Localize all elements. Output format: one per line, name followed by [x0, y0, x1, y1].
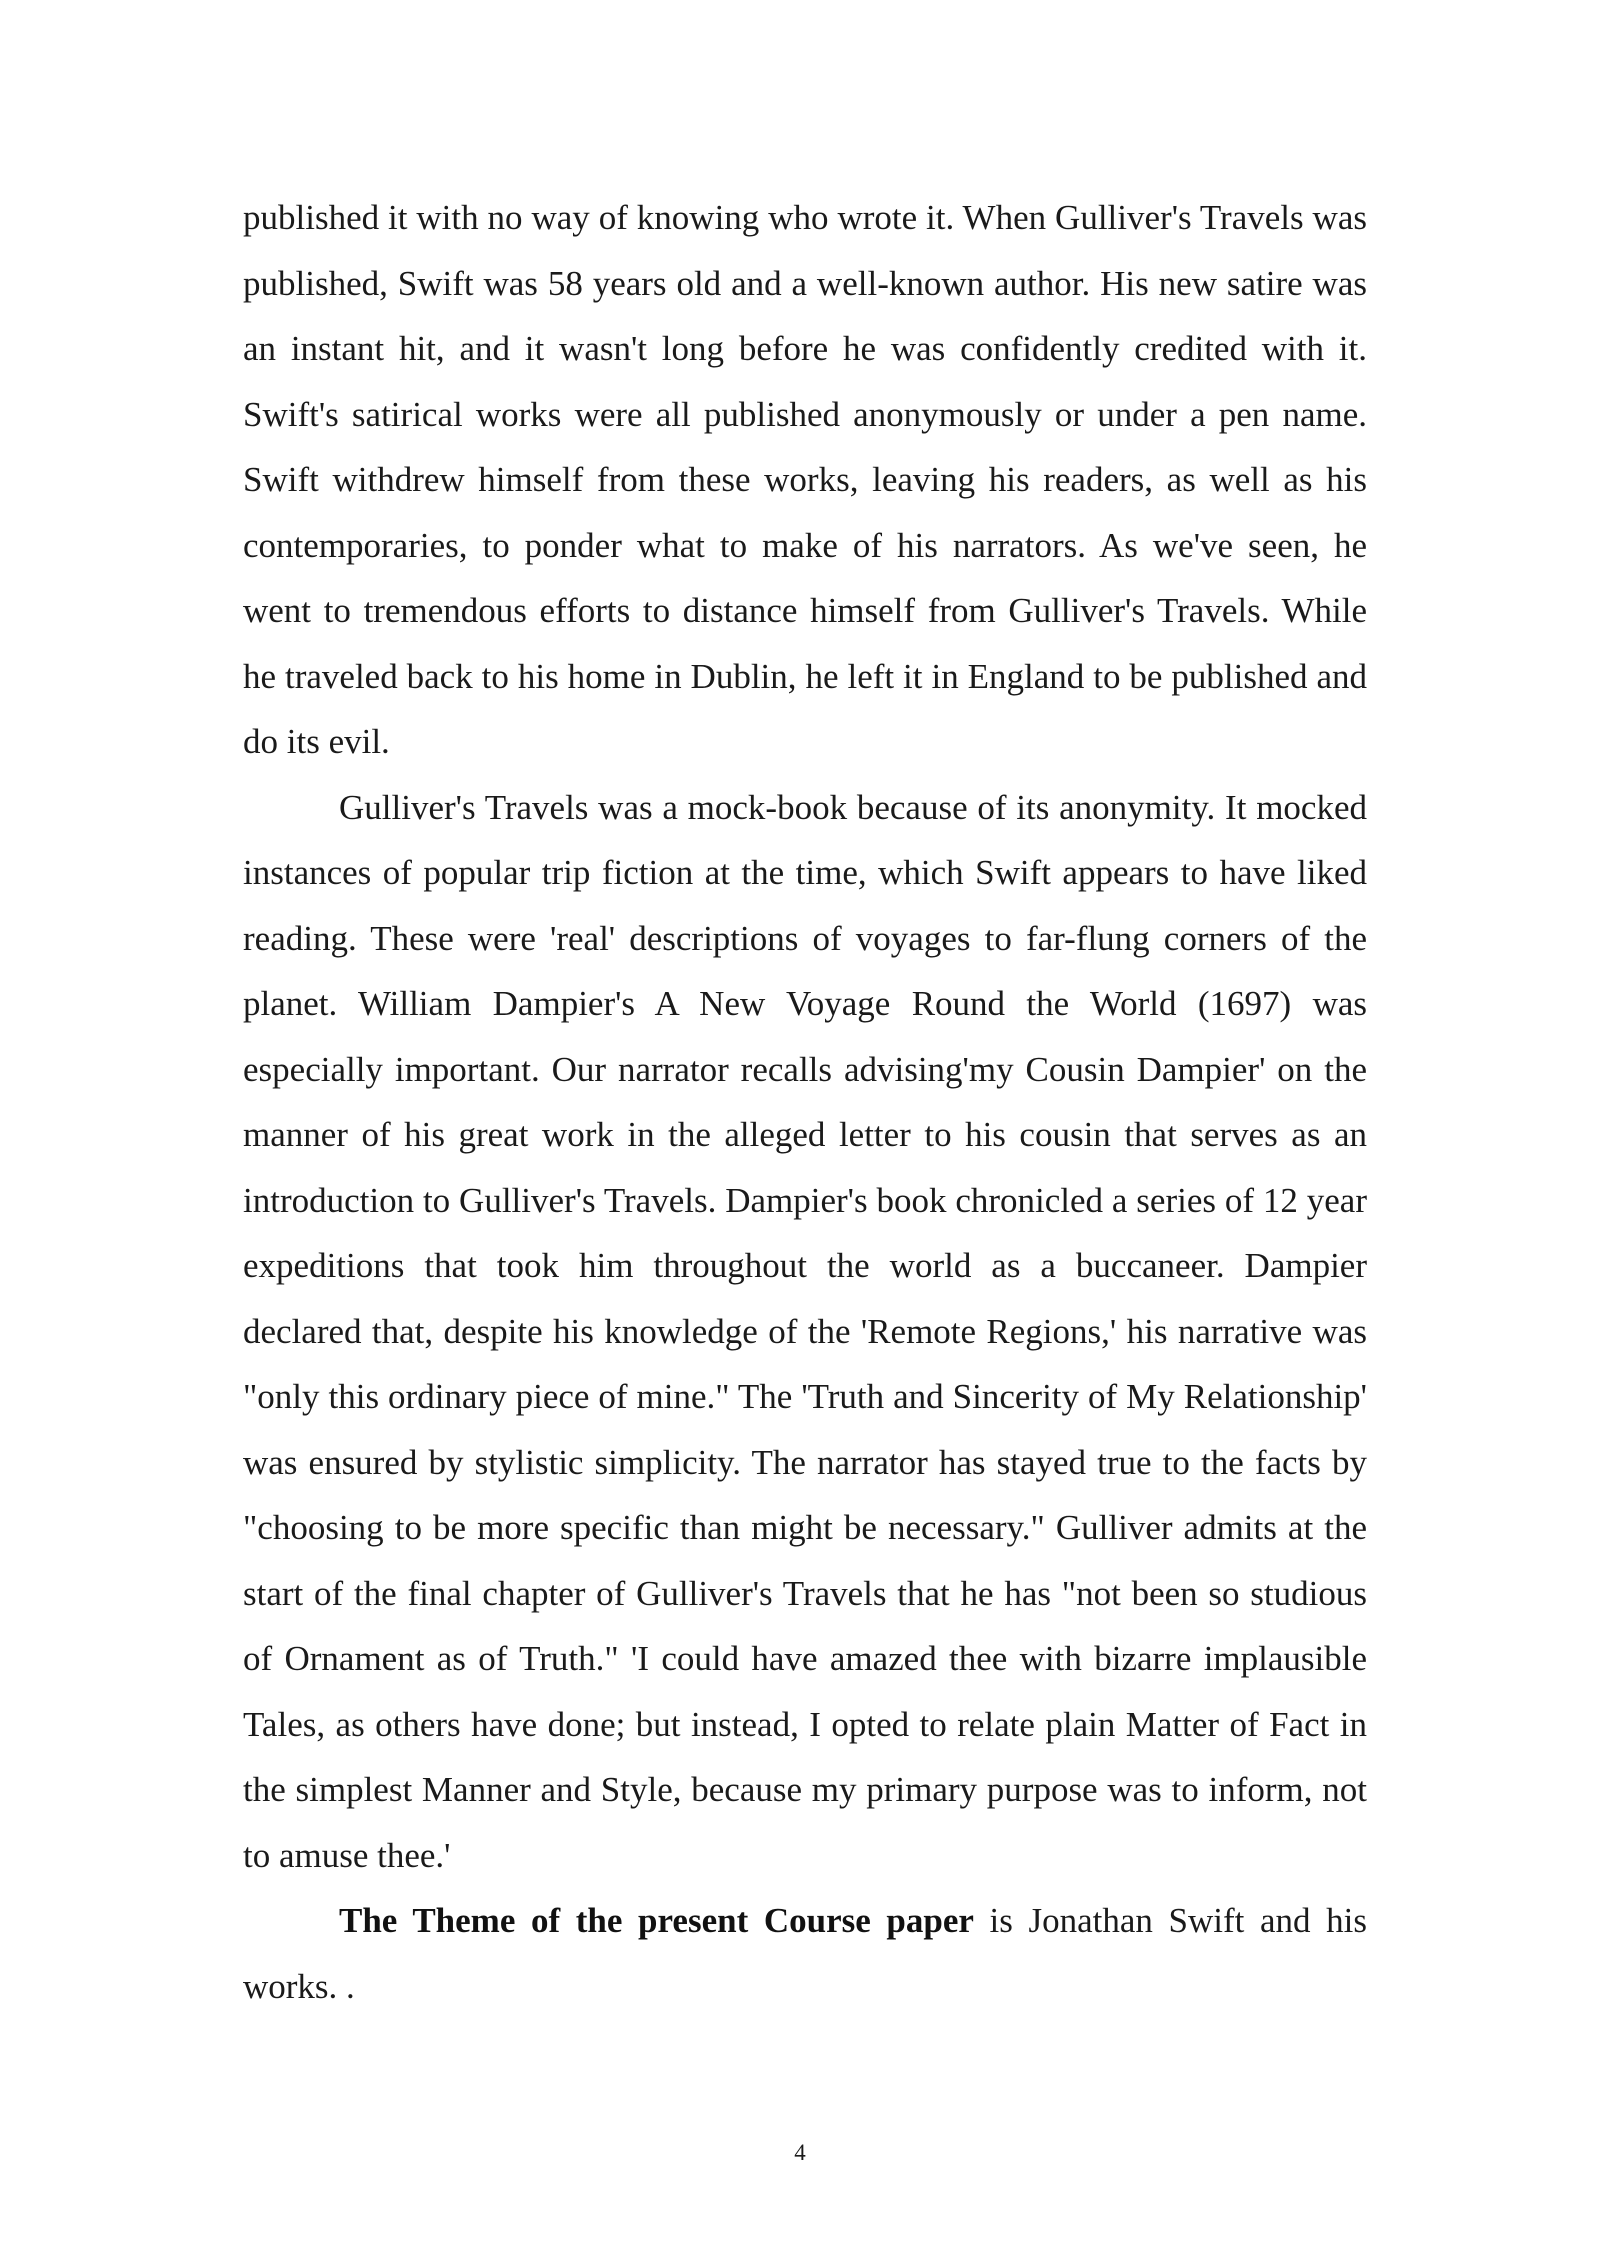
- page-number: 4: [794, 2140, 806, 2165]
- body-text: [243, 185, 1367, 2019]
- paragraph-1: published it with no way of knowing who wrote it. When Gulliver's Travels was published, Swift was 58 years old and a well-known author. His new satire was an instant hit, and it wasn't long before he was confidently credited with it. Swift's satirical works were all published anonymously or under a pen name. Swift withdrew himself from these works, leaving his readers, as well as his contemporaries, to ponder what to make of his narrators. As we've seen, he went to tremendous efforts to distance himself from Gulliver's Travels. While he traveled back to his home in Dublin, he left it in England to be published and do its evil.: [243, 198, 1367, 761]
- course-paper-theme-heading: The Theme of the present Course paper: [339, 1901, 974, 1940]
- paragraph-3: [243, 1888, 1367, 2019]
- course-paper-theme-text: is Jonathan Swift and his works. .: [243, 1901, 1368, 2006]
- paragraph-2: Gulliver's Travels was a mock-book because of its anonymity. It mocked instances of popular trip fiction at the time, which Swift appears to have liked reading. These were 'real' descriptions of voyages to far-flung corners of the planet. William Dampier's A New Voyage Round the World (1697) was especially important. Our narrator recalls advising'my Cousin Dampier' on the manner of his great work in the alleged letter to his cousin that serves as an introduction to Gulliver's Travels. Dampier's book chronicled a series of 12 year expeditions that took him throughout the world as a buccaneer. Dampier declared that, despite his knowledge of the 'Remote Regions,' his narrative was "only this ordinary piece of mine." The 'Truth and Sincerity of My Relationship' was ensured by stylistic simplicity. The narrator has stayed true to the facts by "choosing to be more specific than might be necessary." Gulliver admits at the start of the final chapter of Gulliver's Travels that he has "not been so studious of Ornament as of Truth." 'I could have amazed thee with bizarre implausible Tales, as others have done; but instead, I opted to relate plain Matter of Fact in the simplest Manner and Style, because my primary purpose was to inform, not to amuse thee.': [243, 787, 1367, 1875]
